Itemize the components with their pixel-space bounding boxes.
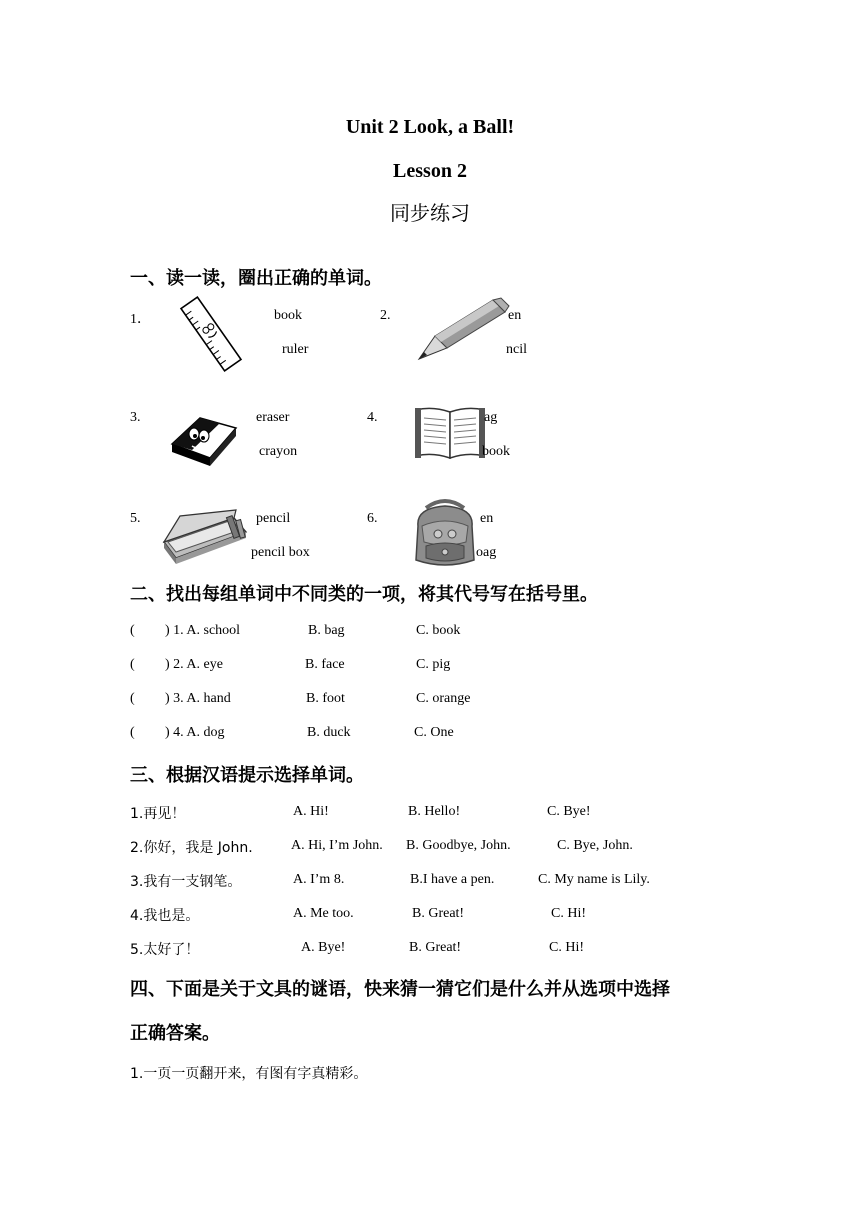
choice-a: A. Hi! <box>293 804 329 819</box>
question-option-c: C. orange <box>416 691 471 706</box>
item-number: 5. <box>130 511 141 526</box>
item-number: 1． <box>130 312 151 327</box>
item6-option-1: en <box>480 511 494 526</box>
question-option-b: B. bag <box>308 623 345 638</box>
question-option-b: B. foot <box>306 691 345 706</box>
choice-b: B. Great! <box>409 940 462 955</box>
pencil-box-icon <box>160 506 250 568</box>
item4-option-1: ag <box>484 410 498 425</box>
item1-option-book: book <box>274 308 302 323</box>
question-option-a: ) 4. A. dog <box>165 725 225 740</box>
question-option-c: C. One <box>414 725 454 740</box>
item-number: 6. <box>367 511 378 526</box>
section4-heading-line1: 四、下面是关于文具的谜语，快来猜一猜它们是什么并从选项中选择 <box>130 979 670 1000</box>
item5-option-pencil-box: pencil box <box>251 545 310 560</box>
question-option-a: ) 1. A. school <box>165 623 241 638</box>
item4-option-book: book <box>482 444 510 459</box>
choice-c: C. Bye! <box>547 804 591 819</box>
choice-b: B. Great! <box>412 906 465 921</box>
chinese-prompt: 5.太好了！ <box>130 942 200 958</box>
answer-paren: ( <box>130 691 135 706</box>
chinese-prompt: 4.我也是。 <box>130 908 200 924</box>
unit-title: Unit 2 Look, a Ball! <box>345 116 515 138</box>
question-option-c: C. book <box>416 623 461 638</box>
choice-c: C. Bye, John. <box>557 838 633 853</box>
school-bag-icon <box>408 496 482 570</box>
choice-c: C. Hi! <box>551 906 586 921</box>
item3-option-crayon: crayon <box>259 444 298 459</box>
answer-paren: ( <box>130 657 135 672</box>
question-option-b: B. face <box>305 657 345 672</box>
item3-option-eraser: eraser <box>256 410 290 425</box>
choice-a: A. Hi, I’m John. <box>291 838 383 853</box>
question-option-a: ) 2. A. eye <box>165 657 223 672</box>
item-number: 2. <box>380 308 391 323</box>
chinese-prompt: 2.你好，我是 John. <box>130 840 253 856</box>
answer-paren: ( <box>130 623 135 638</box>
section3-heading: 三、根据汉语提示选择单词。 <box>130 765 364 786</box>
choice-a: A. Bye! <box>301 940 346 955</box>
pencil-icon <box>415 296 511 364</box>
item-number: 3. <box>130 410 141 425</box>
choice-b: B. Hello! <box>408 804 461 819</box>
choice-b: B.I have a pen. <box>410 872 495 887</box>
chinese-prompt: 1.再见！ <box>130 806 186 822</box>
book-icon <box>414 404 486 462</box>
section1-heading: 一、读一读，圈出正确的单词。 <box>130 268 382 289</box>
item5-option-pencil: pencil <box>256 511 291 526</box>
choice-c: C. My name is Lily. <box>538 872 650 887</box>
item-number: 4. <box>367 410 378 425</box>
choice-c: C. Hi! <box>549 940 584 955</box>
choice-a: A. Me too. <box>293 906 354 921</box>
question-option-a: ) 3. A. hand <box>165 691 231 706</box>
item6-option-2: oag <box>476 545 497 560</box>
answer-paren: ( <box>130 725 135 740</box>
ruler-icon <box>182 298 240 370</box>
item1-option-ruler: ruler <box>282 342 309 357</box>
choice-a: A. I’m 8. <box>293 872 345 887</box>
riddle-question: 1.一页一页翻开来，有图有字真精彩。 <box>130 1066 368 1082</box>
section2-heading: 二、找出每组单词中不同类的一项，将其代号写在括号里。 <box>130 584 598 605</box>
item2-option-1: en <box>508 308 522 323</box>
eraser-icon <box>170 404 240 470</box>
chinese-prompt: 3.我有一支钢笔。 <box>130 874 242 890</box>
choice-b: B. Goodbye, John. <box>406 838 511 853</box>
question-option-b: B. duck <box>307 725 351 740</box>
question-option-c: C. pig <box>416 657 451 672</box>
section4-heading-line2: 正确答案。 <box>130 1023 220 1044</box>
lesson-title: Lesson 2 <box>393 160 467 182</box>
sync-practice-title: 同步练习 <box>390 201 470 225</box>
item2-option-2: ncil <box>506 342 527 357</box>
